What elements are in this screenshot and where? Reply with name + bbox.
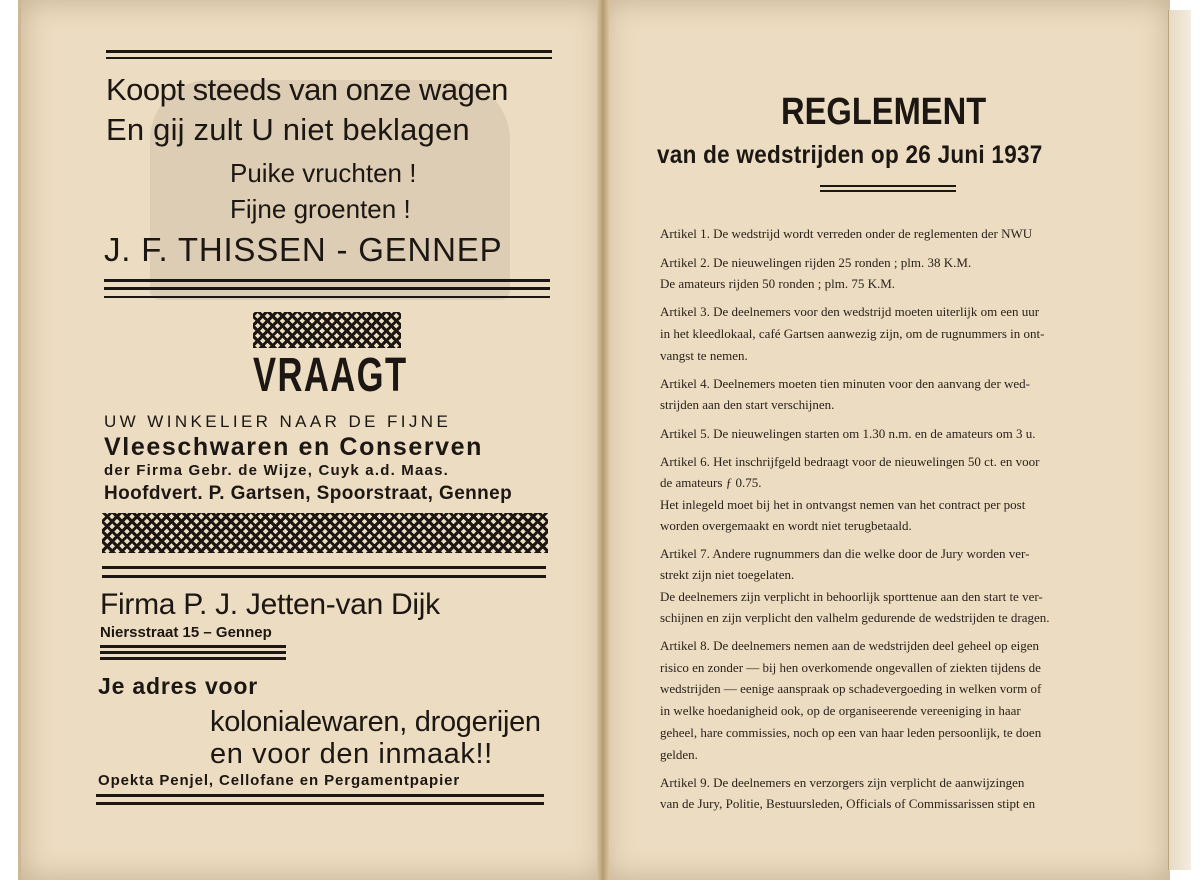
article-line: in welke hoedanigheid ook, op de organiseerende vereeniging in haar <box>660 703 1021 718</box>
page-subtitle: van de wedstrijden op 26 Juni 1937 <box>657 141 1043 169</box>
ad-divider <box>102 566 546 569</box>
article-line: Artikel 7. Andere rugnummers dan die welke door de Jury worden ver- <box>660 546 1030 561</box>
thissen-line-2: Fijne groenten ! <box>230 194 411 224</box>
ornament-band <box>102 513 548 553</box>
ad-divider <box>100 651 286 654</box>
jetten-line-1: kolonialewaren, drogerijen <box>210 706 541 738</box>
article-line: Artikel 9. De deelnemers en verzorgers zijn verplicht de aanwijzingen <box>660 775 1025 790</box>
ad-border-bottom <box>96 794 544 797</box>
ad-divider <box>104 279 550 282</box>
article-line: vangst te nemen. <box>660 348 748 363</box>
ad-divider <box>100 645 286 648</box>
article-line: in het kleedlokaal, café Gartsen aanwezig zijn, om de rugnummers in ont- <box>660 326 1045 341</box>
ad-divider <box>104 296 550 298</box>
article-line: strekt zijn niet toegelaten. <box>660 567 795 582</box>
thissen-slogan-2: En gij zult U niet beklagen <box>106 112 470 147</box>
thissen-slogan-1: Koopt steeds van onze wagen <box>106 72 508 107</box>
jetten-products: Opekta Penjel, Cellofane en Pergamentpapier <box>98 772 461 789</box>
article-line: schijnen en zijn verplicht den valhelm gedurende de wedstrijden te dragen. <box>660 610 1050 625</box>
ad-border-bottom <box>96 802 544 805</box>
article-line: Artikel 2. De nieuwelingen rijden 25 ronden ; plm. 38 K.M. <box>660 255 972 270</box>
article-line: gelden. <box>660 747 698 762</box>
article-line: geheel, hare commissies, noch op een van haar leden persoonlijk, te doen <box>660 725 1042 740</box>
vraagt-sub: UW WINKELIER NAAR DE FIJNE <box>104 412 452 431</box>
article-line: van de Jury, Politie, Bestuursleden, Officials of Commissarissen stipt en <box>660 796 1036 811</box>
jetten-address: Niersstraat 15 – Gennep <box>100 624 272 641</box>
jetten-line-2: en voor den inmaak!! <box>210 738 493 770</box>
article-line: worden overgemaakt en wordt niet terugbetaald. <box>660 518 912 533</box>
vraagt-product: Vleeschwaren en Conserven <box>104 433 484 461</box>
ad-divider <box>104 287 550 290</box>
article-line: De deelnemers zijn verplicht in behoorlijk sporttenue aan den start te ver- <box>660 589 1043 604</box>
ad-divider <box>102 575 546 578</box>
page-title: REGLEMENT <box>781 91 987 133</box>
article-line: risico en zonder — bij hen overkomende ongevallen of ziekten tijdens de <box>660 660 1041 675</box>
ad-border-top <box>106 57 552 59</box>
article-line: Artikel 3. De deelnemers voor den wedstrijd moeten uiterlijk om een uur <box>660 304 1040 319</box>
thissen-line-1: Puike vruchten ! <box>230 158 417 188</box>
article-line: strijden aan den start verschijnen. <box>660 397 835 412</box>
article-line: Artikel 6. Het inschrijfgeld bedraagt voor de nieuwelingen 50 ct. en voor <box>660 454 1040 469</box>
article-line: Artikel 1. De wedstrijd wordt verreden onder de reglementen der NWU <box>660 226 1033 241</box>
article-line: Het inlegeld moet bij het in ontvangst nemen van het contract per post <box>660 497 1026 512</box>
title-rule <box>820 190 956 192</box>
ad-border-top <box>106 50 552 53</box>
title-rule <box>820 185 956 187</box>
article-line: de amateurs ƒ 0.75. <box>660 475 762 490</box>
article-line: Artikel 4. Deelnemers moeten tien minuten voor den aanvang der wed- <box>660 376 1031 391</box>
vraagt-firm: der Firma Gebr. de Wijze, Cuyk a.d. Maas. <box>104 462 449 479</box>
ornament-band <box>253 312 401 348</box>
ad-divider <box>100 657 286 660</box>
booklet-spine <box>597 0 609 880</box>
vraagt-headline: VRAAGT <box>253 349 408 402</box>
jetten-intro: Je adres voor <box>98 673 258 699</box>
article-line: wedstrijden — eenige aanspraak op schadevergoeding in welken vorm of <box>660 681 1042 696</box>
thissen-name: J. F. THISSEN - GENNEP <box>104 231 503 268</box>
article-line: De amateurs rijden 50 ronden ; plm. 75 K.M. <box>660 276 896 291</box>
jetten-firm: Firma P. J. Jetten-van Dijk <box>100 588 440 621</box>
vraagt-agent: Hoofdvert. P. Gartsen, Spoorstraat, Gennep <box>104 483 513 504</box>
article-line: Artikel 5. De nieuwelingen starten om 1.30 n.m. en de amateurs om 3 u. <box>660 426 1036 441</box>
page-edge <box>1168 10 1191 870</box>
article-line: Artikel 8. De deelnemers nemen aan de wedstrijden deel geheel op eigen <box>660 638 1040 653</box>
